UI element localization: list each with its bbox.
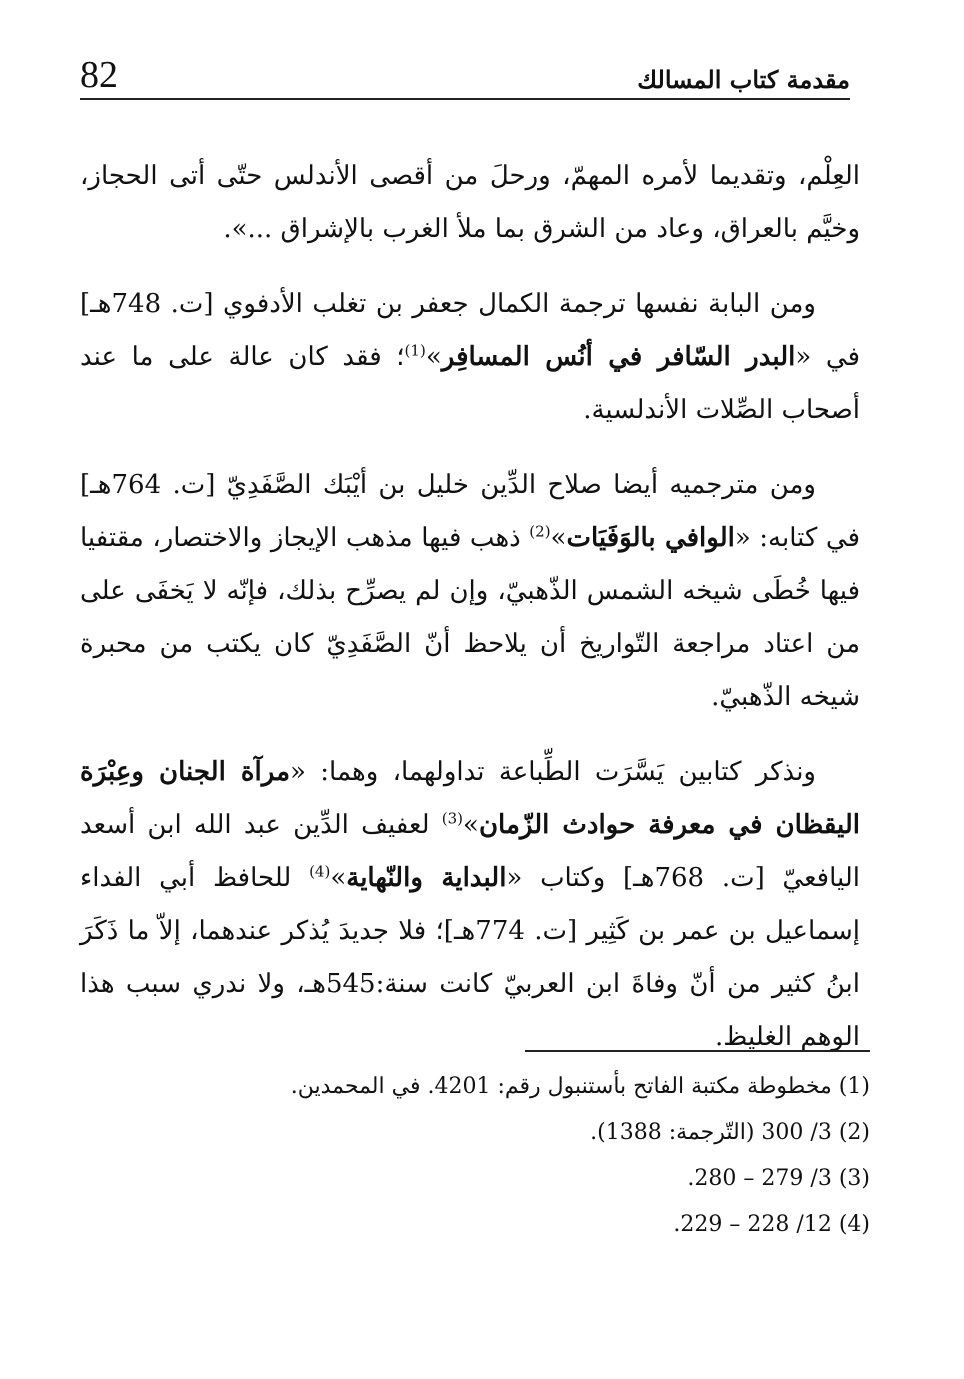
- paragraph-1: [80, 150, 860, 256]
- footnote-ref-1[interactable]: (1): [404, 341, 426, 360]
- paragraph-2-text-b: »: [425, 342, 442, 372]
- paragraph-4-text-a: ونذكر كتابين يَسَّرَت الطِّباعة تداولهما، وهما: «: [290, 757, 816, 787]
- paragraph-4-text-b: »: [463, 810, 479, 840]
- page-header: [80, 52, 850, 100]
- footnote-3: (3) 3/ 279 – 280.: [687, 1166, 870, 1191]
- paragraph-3-text-a: ومن مترجميه أيضا صلاح الدِّين خليل بن أيْبَك الصَّفَدِيّ [ت. 764هـ] في كتابه: «: [80, 470, 861, 553]
- paragraph-4-text-c: لعفيف الدِّين عبد الله ابن أسعد اليافعيّ [ت. 768هـ] وكتاب «: [80, 810, 860, 893]
- footnote-divider: [525, 1050, 870, 1052]
- paragraph-4-text-e: للحافظ أبي الفداء إسماعيل بن عمر بن كَثِير [ت. 774هـ]؛ فلا جديدَ يُذكر عندهما، إلاّ ما ذَكَرَ ابنُ كثير من أنّ وفاةَ ابن العربيّ كانت سنة:545هـ، ولا ندري سبب هذا الوهم الغليظ.: [80, 863, 860, 1052]
- paragraph-2: [80, 278, 860, 437]
- paragraph-3: [80, 459, 860, 724]
- book-title-mirat: مرآة الجنان وعِبْرَة اليقظان في معرفة حوادث الزّمان: [80, 757, 860, 840]
- page-number: 82: [80, 54, 118, 96]
- footnote-ref-4[interactable]: (4): [309, 862, 331, 881]
- running-title: مقدمة كتاب المسالك: [637, 65, 850, 94]
- paragraph-2-text-a: ومن البابة نفسها ترجمة الكمال جعفر بن تغلب الأدفوي [ت. 748هـ] في «: [80, 289, 861, 372]
- footnote-ref-3[interactable]: (3): [441, 809, 464, 828]
- footnote-1: (1) مخطوطة مكتبة الفاتح بأستنبول رقم: 4201. في المحمدين.: [290, 1074, 870, 1099]
- paragraph-1-text: العِلْم، وتقديما لأمره المهمّ، ورحلَ من أقصى الأندلس حتّى أتى الحجاز، وخيَّم بالعراق، وعاد من الشرق بما ملأ الغرب بالإشراق ...».: [80, 161, 860, 244]
- main-text: [80, 150, 860, 1086]
- footnotes-section: [80, 1050, 870, 1248]
- paragraph-3-text-b: »: [550, 523, 567, 553]
- book-title-badr: البدر السّافر في أنُس المسافِر: [441, 342, 796, 372]
- paragraph-4: [80, 746, 860, 1064]
- paragraph-2-text-c: ؛ فقد كان عالة على ما عند أصحاب الصِّلات الأندلسية.: [80, 342, 860, 425]
- book-title-bidaya: البداية والنّهاية: [346, 863, 507, 893]
- paragraph-3-text-c: ذهب فيها مذهب الإيجاز والاختصار، مقتفيا فيها خُطَى شيخه الشمس الذّهبيّ، وإن لم يصرِّح بذلك، فإنّه لا يَخفَى على من اعتاد مراجعة التّواريخ أن يلاحظ أنّ الصَّفَدِيّ كان يكتب من محبرة شيخه الذّهبيّ.: [80, 523, 860, 712]
- book-title-wafi: الوافي بالوَفَيَات: [566, 523, 735, 553]
- footnote-ref-2[interactable]: (2): [529, 522, 551, 541]
- footnote-2: (2) 3/ 300 (التّرجمة: 1388).: [590, 1120, 870, 1145]
- footnote-4: (4) 12/ 228 – 229.: [673, 1212, 870, 1237]
- paragraph-4-text-d: »: [330, 863, 347, 893]
